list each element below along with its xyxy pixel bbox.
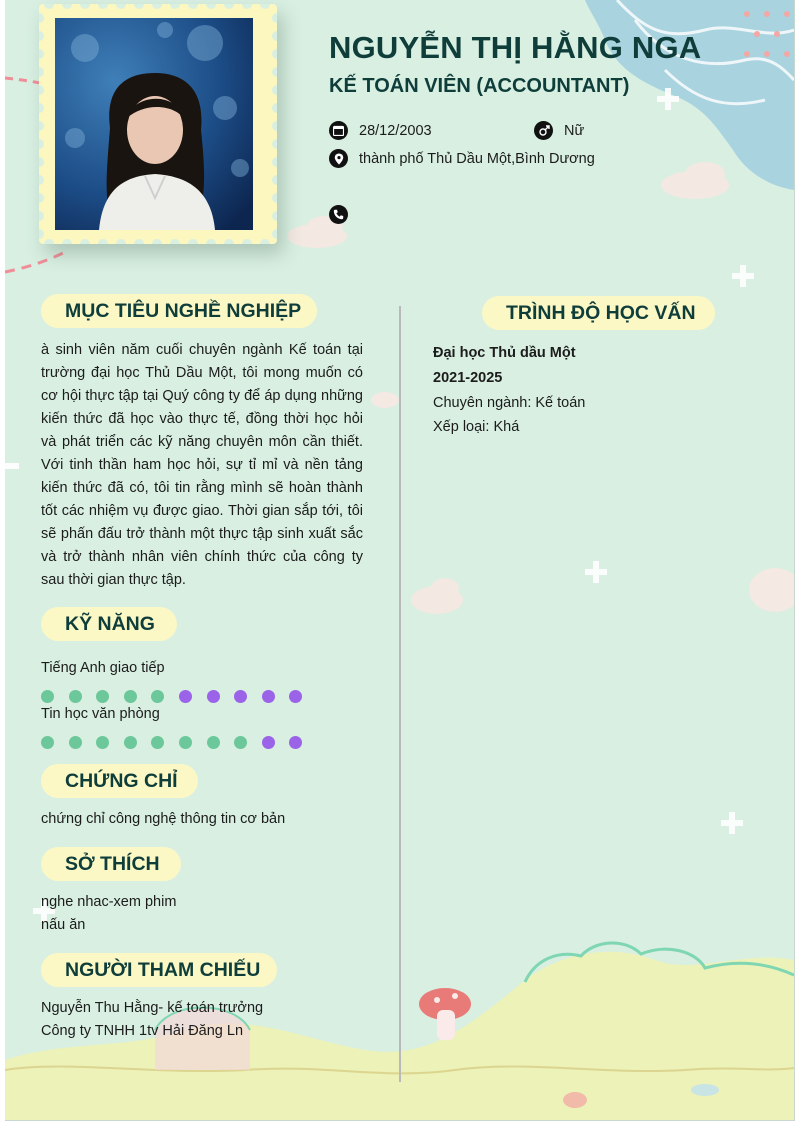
skill-dot-empty [289, 736, 302, 749]
skill-rating [41, 736, 317, 749]
gender-row [534, 121, 584, 140]
skills-title: KỸ NĂNG [41, 607, 177, 641]
skill-dot-filled [96, 690, 109, 703]
candidate-name: NGUYỄN THỊ HẰNG NGA [329, 30, 702, 65]
skill-dot-filled [96, 736, 109, 749]
skill-dot-empty [289, 690, 302, 703]
birthday-row [329, 121, 432, 140]
address-row [329, 149, 595, 168]
skill-dot-empty [179, 690, 192, 703]
hobby-item: nghe nhac-xem phim [41, 894, 177, 910]
skill-dot-filled [124, 690, 137, 703]
references-title: NGƯỜI THAM CHIẾU [41, 953, 277, 987]
reference-item: Công ty TNHH 1tv Hải Đăng Ln [41, 1023, 244, 1039]
skill-dot-empty [262, 690, 275, 703]
skill-dot-empty [234, 690, 247, 703]
skill-dot-filled [41, 736, 54, 749]
photo-frame [39, 4, 277, 244]
skill-dot-filled [41, 690, 54, 703]
skill-dot-filled [151, 736, 164, 749]
job-title: KẾ TOÁN VIÊN (ACCOUNTANT) [329, 75, 630, 97]
certificates-title: CHỨNG CHỈ [41, 764, 198, 798]
cv-page [5, 0, 795, 1121]
skill-dot-empty [207, 690, 220, 703]
gender-icon [534, 121, 553, 140]
phone-icon [329, 205, 348, 224]
skill-dot-empty [262, 736, 275, 749]
profile-photo [55, 18, 253, 230]
major: Chuyên ngành: Kế toán [433, 395, 586, 411]
hobbies-title: SỞ THÍCH [41, 847, 181, 881]
academic-rank: Xếp loại: Khá [433, 419, 520, 435]
skill-name: Tin học văn phòng [41, 706, 160, 722]
skill-dot-filled [69, 690, 82, 703]
gender-value: Nữ [564, 122, 585, 139]
certificate-item: chứng chỉ công nghệ thông tin cơ bản [41, 811, 286, 827]
skill-dot-filled [179, 736, 192, 749]
school-name: Đại học Thủ dầu Một [433, 345, 576, 361]
skill-dot-filled [151, 690, 164, 703]
phone-row [329, 205, 359, 224]
column-divider [399, 306, 401, 1082]
birthday-value: 28/12/2003 [359, 122, 432, 139]
calendar-icon [329, 121, 348, 140]
skill-dot-filled [124, 736, 137, 749]
skill-dot-filled [69, 736, 82, 749]
skill-dot-filled [207, 736, 220, 749]
hobby-item: nấu ăn [41, 917, 86, 933]
objective-text: à sinh viên năm cuối chuyên ngành Kế toán tại trường đại học Thủ Dầu Một, tôi mong muốn có cơ hội thực tập tại Quý công ty để áp dụng những kiến thức đã học vào thực tế, đồng thời học hỏi và phát triển các kỹ năng chuyên môn cần thiết. Với tinh thần ham học hỏi, sự tỉ mỉ và nền tảng kiến thức đã có, tôi tin rằng mình sẽ hoàn thành tốt các nhiệm vụ được giao. Thời gian sắp tới, tôi sẽ phấn đấu trở thành một thực tập sinh xuất sắc và trở thành nhân viên chính thức của công ty sau thời gian thực tập. [41, 342, 363, 588]
study-period: 2021-2025 [433, 370, 503, 386]
location-pin-icon [329, 149, 348, 168]
education-title: TRÌNH ĐỘ HỌC VẤN [482, 296, 715, 330]
skill-dot-filled [234, 736, 247, 749]
objective-title: MỤC TIÊU NGHỀ NGHIỆP [41, 294, 317, 328]
skill-rating [41, 690, 317, 703]
address-value: thành phố Thủ Dầu Một,Bình Dương [359, 150, 595, 167]
skill-name: Tiếng Anh giao tiếp [41, 660, 165, 676]
reference-item: Nguyễn Thu Hằng- kế toán trưởng [41, 1000, 264, 1016]
